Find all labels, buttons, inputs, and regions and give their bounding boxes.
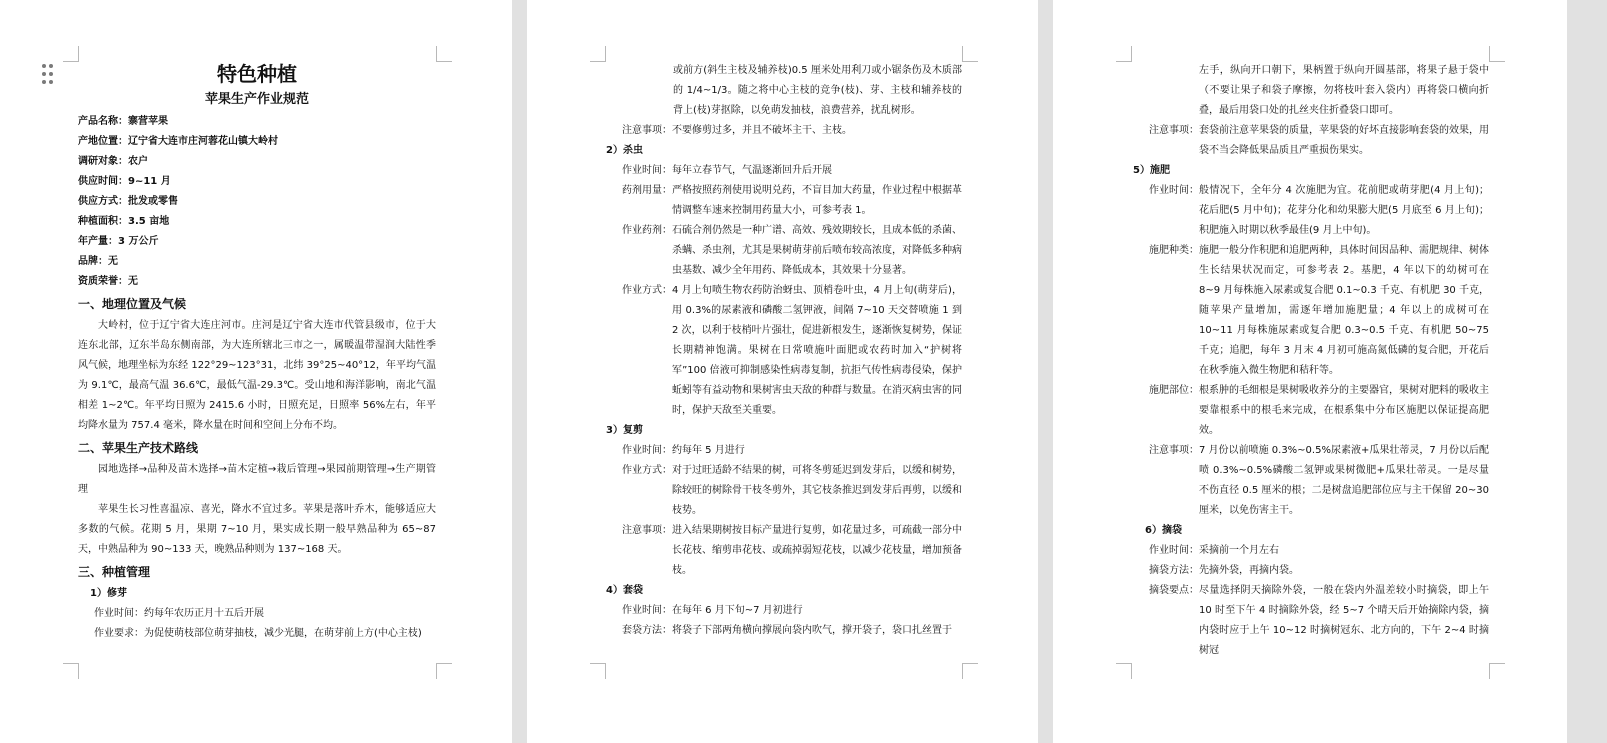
- field-row: 施肥部位： 根系肿的毛细根是果树吸收养分的主要器官，果树对肥料的吸收主要靠根系中的根毛来完成，在根系集中分布区施肥以保证提高肥效。: [1149, 385, 1489, 436]
- meta-list: [78, 112, 436, 292]
- meta-item: 品牌：无: [78, 256, 118, 267]
- crop-mark: [962, 46, 978, 62]
- meta-item: 供应时间：9~11 月: [78, 176, 171, 187]
- meta-item: 资质荣誉：无: [78, 276, 138, 287]
- crop-mark: [63, 46, 79, 62]
- field-row: 注意事项： 套袋前注意苹果袋的质量，苹果袋的好坏直接影响套袋的效果，用袋不当会降低果品质且严重损伤果实。: [1149, 125, 1489, 156]
- paragraph: 左手，纵向开口朝下，果柄置于纵向开圆基部，将果子悬于袋中（不要让果子和袋子摩擦，勿将枝叶套入袋内）再将袋口横向折叠，最后用袋口处的扎丝夹住折叠袋口即可。: [1199, 65, 1489, 116]
- field-row: 作业时间： 在每年 6 月下旬~7 月初进行: [622, 605, 803, 616]
- field-row: 作业时间： 每年立春节气，气温逐渐回升后开展: [622, 165, 832, 176]
- field-row: 作业时间： 般情况下，全年分 4 次施肥为宜。花前肥或萌芽肥(4 月上旬)；花后肥(5 月中旬)；花芽分化和幼果膨大肥(5 月底至 6 月上旬)；积肥施入时期以秋季最佳(9 月上中旬)。: [1149, 185, 1489, 236]
- subsection-heading: 2）杀虫: [606, 145, 643, 156]
- field-row: 作业时间： 约每年农历正月十五后开展: [94, 608, 264, 619]
- field-row: 作业方式： 4 月上旬喷生物农药防治蚜虫、顶梢卷叶虫，4 月上旬(萌芽后)，用 0.3%的尿素液和磷酸二氢钾液，间隔 7~10 天交替喷施 1 到 2 次，以利于枝梢叶片强壮，促进新根发生，逐渐恢复树势，保证长期精神饱满。果树在日常喷施叶面肥或农药时加入“护树将军”100 倍液可抑制感染性病毒复制，抗拒气传性病毒侵染，保护蚯蚓等有益动物和果树害虫天敌的种群与数量。在消灭病虫害的同时，保护天敌至关重要。: [622, 285, 962, 416]
- field-row: 药剂用量： 严格按照药剂使用说明兑药，不盲目加大药量，作业过程中根据革情调整车速来控制用药量大小，可参考表 1。: [622, 185, 962, 216]
- meta-item: 供应方式：批发或零售: [78, 196, 178, 207]
- field-row: 作业时间： 采摘前一个月左右: [1149, 545, 1279, 556]
- section-heading: 三、种植管理: [78, 565, 151, 579]
- subsection-heading: 5）施肥: [1133, 165, 1170, 176]
- document-page-2: [527, 0, 1038, 743]
- meta-item: 调研对象：农户: [78, 156, 148, 167]
- crop-mark: [436, 46, 452, 62]
- crop-mark: [63, 663, 79, 679]
- crop-mark: [590, 46, 606, 62]
- field-row: 注意事项： 进入结果期树按目标产量进行复剪，如花量过多，可疏截一部分中长花枝、缩剪串花枝、或疏掉弱短花枝，以减少花枝量，增加预备枝。: [622, 525, 962, 576]
- meta-item: 种植面积：3.5 亩地: [78, 216, 170, 227]
- paragraph: 或前方(斜生主枝及辅养枝)0.5 厘米处用利刀或小锯条伤及木质部的 1/4~1/3。随之将中心主枝的竞争(枝)、芽、主枝和辅养枝的背上(枝)芽抠除，以免萌发抽枝，浪费营养，扰乱树形。: [673, 65, 962, 116]
- subsection-heading: 4）套袋: [606, 585, 643, 596]
- document-page-3: [1053, 0, 1567, 743]
- subsection-heading: 3）复剪: [606, 425, 643, 436]
- field-row: 摘袋要点： 尽量选择阴天摘除外袋，一般在袋内外温差较小时摘袋，即上午 10 时至下午 4 时摘除外袋，经 5~7 个晴天后开始摘除内袋，摘内袋时应于上午 10~12 时摘树冠东、北方向的，下午 2~4 时摘树冠: [1149, 585, 1489, 656]
- page-gap: [512, 0, 527, 743]
- crop-mark: [1116, 46, 1132, 62]
- meta-item: 年产量：3 万公斤: [78, 236, 159, 247]
- field-row: 作业要求： 为促使萌枝部位萌芽抽枝，减少光腿，在萌芽前上方(中心主枝): [94, 628, 422, 639]
- paragraph: 园地选择→品种及苗木选择→苗木定植→栽后管理→果园前期管理→生产期管理: [78, 464, 436, 495]
- crop-mark: [962, 663, 978, 679]
- section-heading: 二、苹果生产技术路线: [78, 441, 199, 455]
- field-row: 摘袋方法： 先摘外袋，再摘内袋。: [1149, 565, 1299, 576]
- crop-mark: [590, 663, 606, 679]
- document-subtitle: 苹果生产作业规范: [204, 92, 309, 107]
- field-row: 作业方式： 对于过旺适龄不结果的树，可将冬剪延迟到发芽后，以缓和树势，除较旺的树除骨干枝冬剪外，其它枝条推迟到发芽后再剪，以缓和枝势。: [622, 465, 962, 516]
- crop-mark: [436, 663, 452, 679]
- document-title: 特色种植: [217, 62, 297, 86]
- drag-handle-icon[interactable]: [42, 64, 54, 86]
- page-3-content: [1133, 61, 1489, 661]
- field-row: 注意事项： 7 月份以前喷施 0.3%~0.5%尿素液+瓜果壮蒂灵，7 月份以后配喷 0.3%~0.5%磷酸二氢钾或果树微肥+瓜果壮蒂灵。一是尽量不伤直径 0.5 厘米的根；二是树盘追肥部位应与主干保留 20~30 厘米，以免伤害主干。: [1149, 445, 1489, 516]
- subsection-heading: 1）修芽: [90, 588, 127, 599]
- meta-item: 产地位置：辽宁省大连市庄河蓉花山镇大岭村: [78, 136, 278, 147]
- page-2-content: [606, 61, 962, 641]
- subsection-heading: 6）摘袋: [1145, 525, 1182, 536]
- section-heading: 一、地理位置及气候: [78, 297, 187, 311]
- field-row: 作业时间： 约每年 5 月进行: [622, 445, 745, 456]
- field-row: 注意事项： 不要修剪过多，并且不破坏主干、主枝。: [622, 125, 852, 136]
- field-row: 施肥种类： 施肥一般分作积肥和追肥两种，具体时间因品种、需肥规律、树体生长结果状况而定，可参考表 2。基肥，4 年以下的幼树可在 8~9 月每株施入尿素或复合肥 0.1~0.3 千克、有机肥 30 千克，随苹果产量增加，需逐年增加施肥量；4 年以上的成树可在 10~11 月每株施尿素或复合肥 0.3~0.5 千克、有机肥 50~75 千克；追肥，每年 3 月末 4 月初可施高氮低磷的复合肥，开花后在秋季施入微生物肥和秸秆等。: [1149, 245, 1489, 376]
- page-gap: [1038, 0, 1053, 743]
- field-row: 作业药剂： 石硫合剂仍然是一种广谱、高效、残效期较长，且成本低的杀菌、杀螨、杀虫剂，尤其是果树萌芽前后喷布较高浓度，对降低多种病虫基数、减少全年用药、降低成本，其效果十分显著。: [622, 225, 962, 276]
- crop-mark: [1116, 663, 1132, 679]
- document-page-1: [0, 0, 512, 743]
- paragraph: 苹果生长习性喜温凉、喜光，降水不宜过多。苹果是落叶乔木，能够适应大多数的气候。花期 5 月，果期 7~10 月，果实成长期一般早熟品种为 65~87 天，中熟品种为 90~133 天，晚熟品种则为 137~168 天。: [78, 504, 436, 555]
- crop-mark: [1489, 663, 1505, 679]
- meta-item: 产品名称：寨营苹果: [78, 116, 168, 127]
- paragraph: 大岭村，位于辽宁省大连庄河市。庄河是辽宁省大连市代管县级市，位于大连东北部，辽东半岛东侧南部，为大连所辖北三市之一，属暖温带湿润大陆性季风气候，地理坐标为东经 122°29~123°31，北纬 39°25~40°12，年平均气温为 9.1℃，最高气温 36.6℃，最低气温-29.3℃。受山地和海洋影响，南北气温相差 1~2℃。年平均日照为 2415.6 小时，日照充足，日照率 56%左右，年平均降水量为 757.4 毫米，降水量在时间和空间上分布不均。: [78, 320, 436, 431]
- right-scroll-area: [1567, 0, 1607, 743]
- page-1-content: [78, 60, 436, 644]
- crop-mark: [1489, 46, 1505, 62]
- field-row: 套袋方法： 将袋子下部两角横向撑展向袋内吹气，撑开袋子，袋口扎丝置于: [622, 625, 952, 636]
